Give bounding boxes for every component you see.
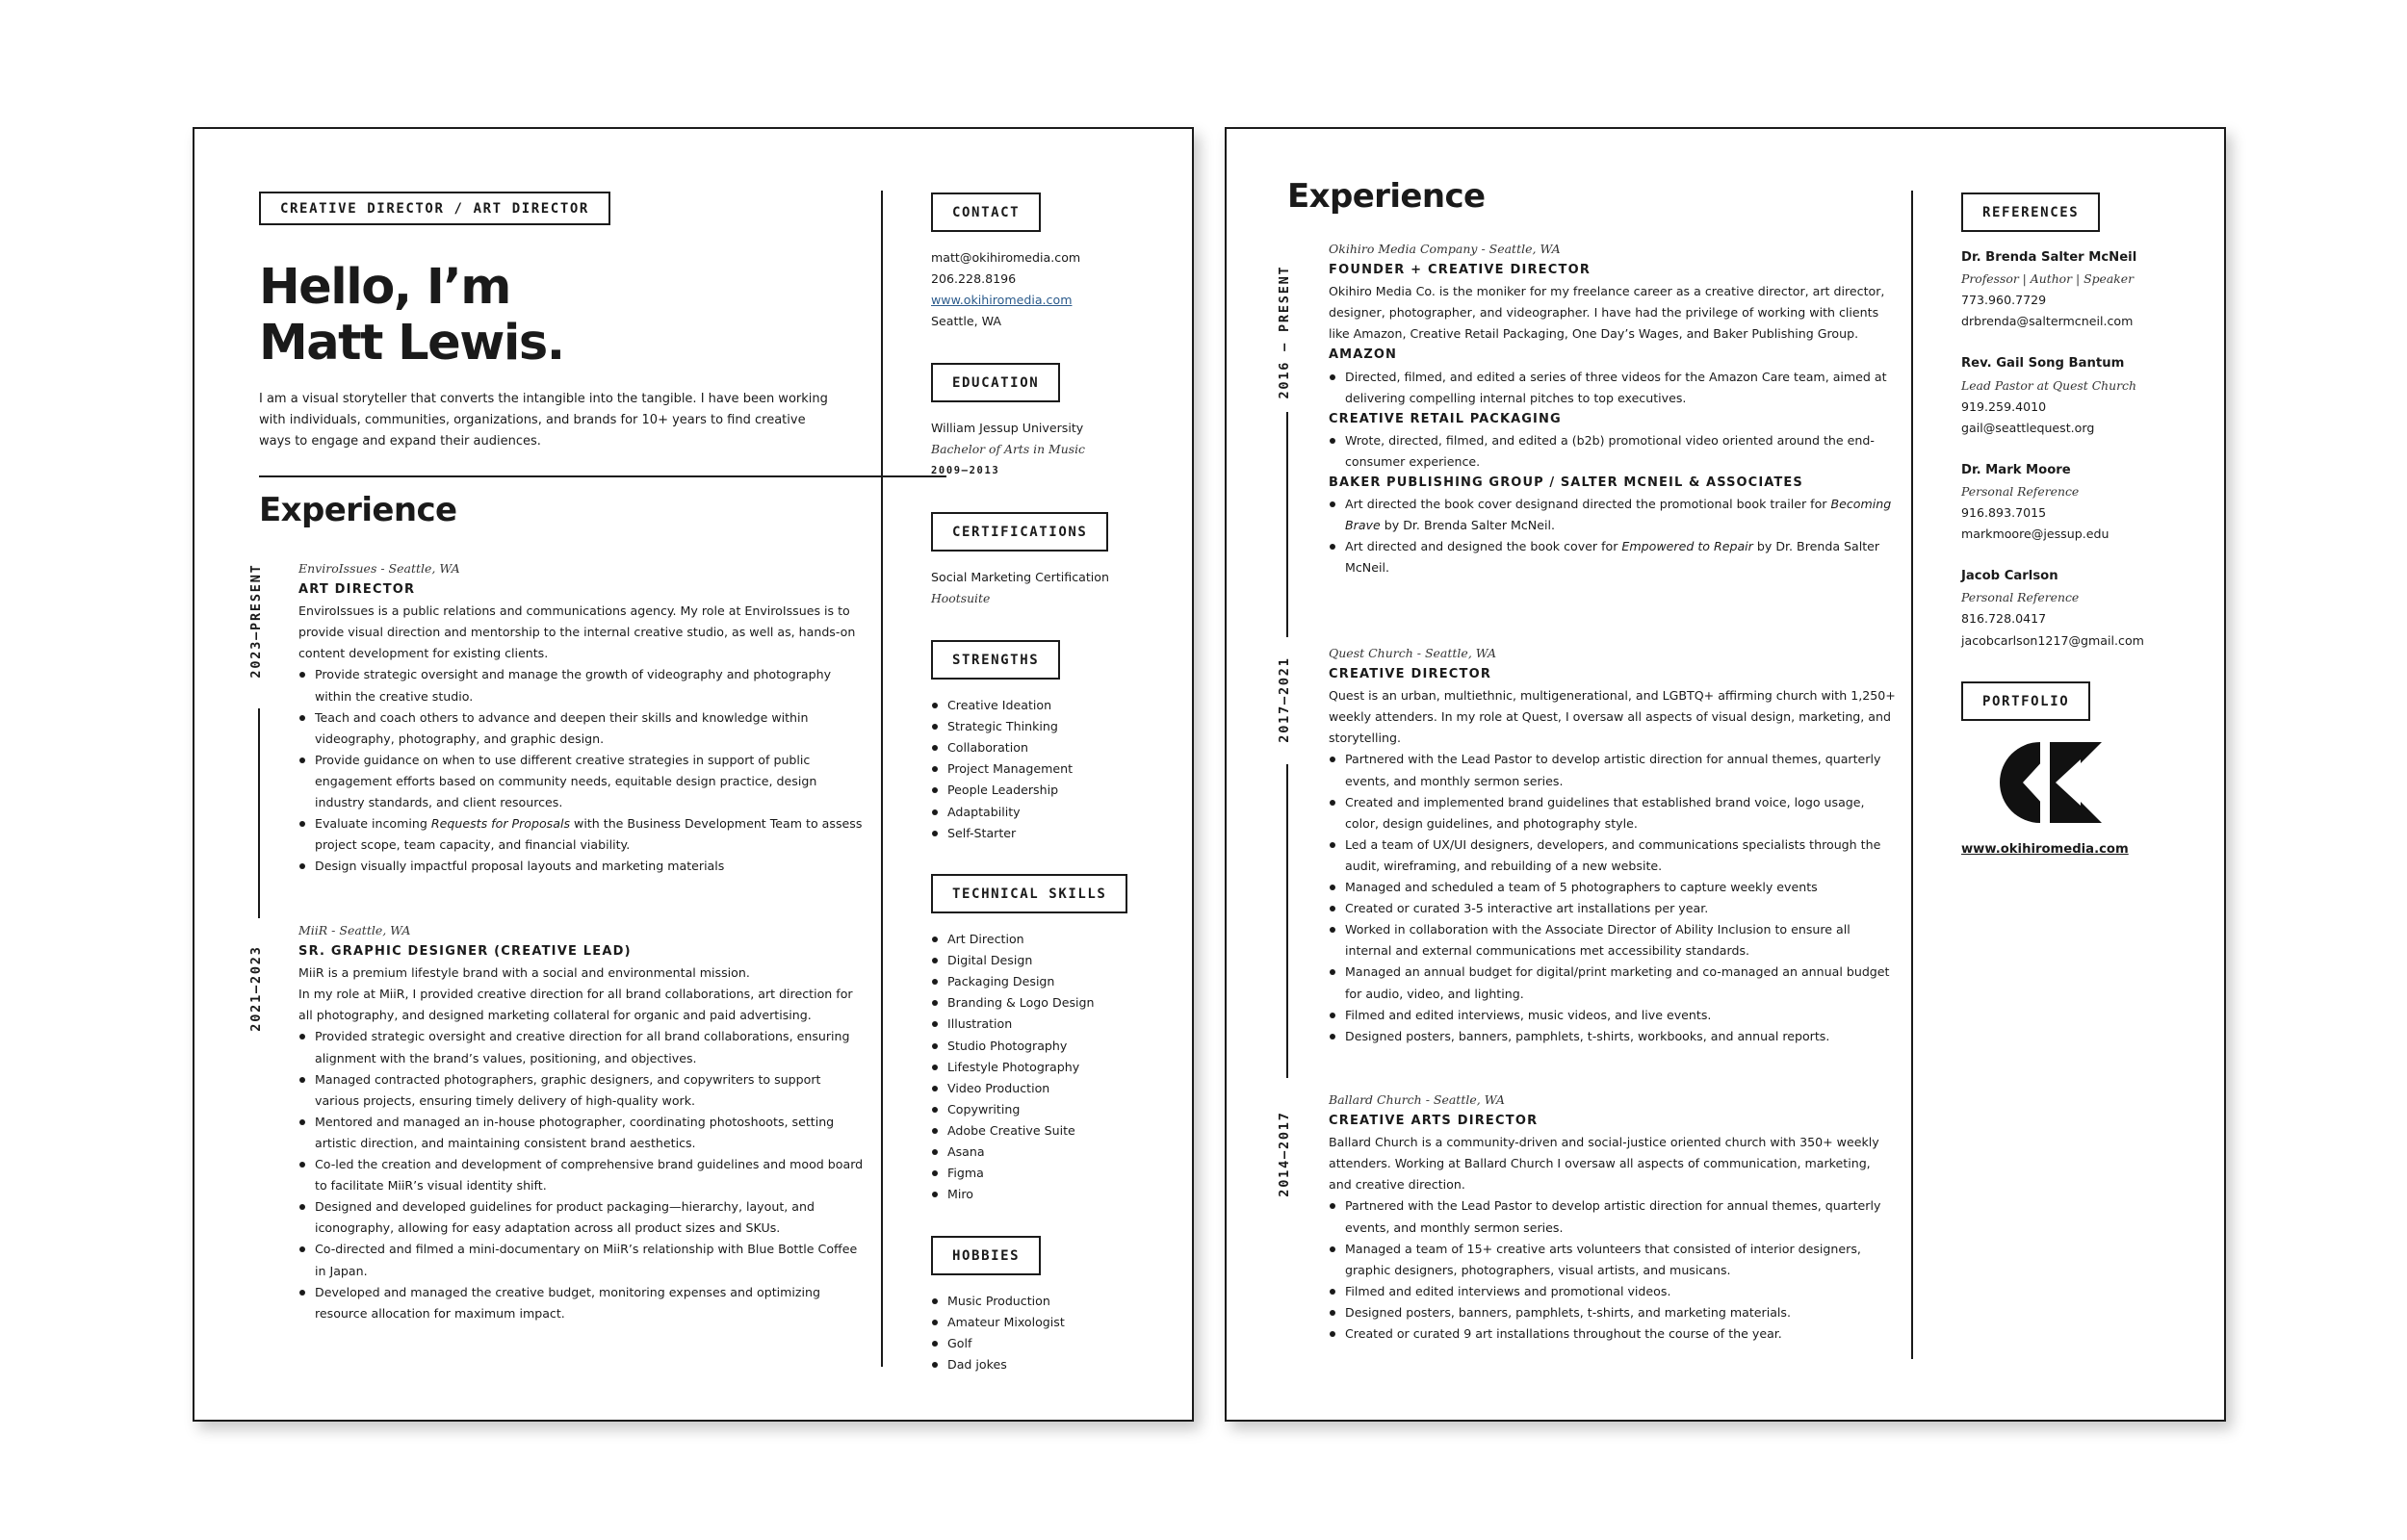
contact-location: Seattle, WA bbox=[931, 314, 1001, 329]
job-okihiro-media bbox=[1329, 239, 1897, 579]
job-bullets bbox=[298, 664, 867, 877]
job-description: Okihiro Media Co. is the moniker for my freelance career as a creative director, art director, designer, photographer, and videographer. I have had the privilege of working with clients like Amazon, Creative Retail Packaging, One Day’s Wages, and Baker Publishing Group. bbox=[1329, 284, 1885, 342]
list-item: People Leadership bbox=[931, 780, 1181, 801]
sidebar-certifications bbox=[931, 512, 1181, 609]
list-item: Amateur Mixologist bbox=[931, 1312, 1181, 1333]
reference-item bbox=[1961, 566, 2216, 651]
sidebar-portfolio bbox=[1961, 681, 2216, 860]
job-description: Ballard Church is a community-driven and social-justice oriented church with 350+ weekly attenders. Working at Ballard Church I oversaw all aspects of communication, marketing, and creative direction. bbox=[1329, 1135, 1879, 1193]
list-item: Illustration bbox=[931, 1014, 1181, 1035]
column-divider bbox=[881, 191, 883, 1367]
job-quest-church bbox=[1329, 643, 1897, 1047]
list-item bbox=[1329, 494, 1897, 536]
job-dates: 2017–2021 bbox=[1277, 656, 1292, 743]
list-item: Collaboration bbox=[931, 737, 1181, 758]
job-company: Quest Church - Seattle, WA bbox=[1329, 646, 1497, 660]
job-company: Okihiro Media Company - Seattle, WA bbox=[1329, 242, 1561, 256]
job-bullets bbox=[1329, 1195, 1897, 1345]
reference-item bbox=[1961, 247, 2216, 332]
bullet-text: by Dr. Brenda Salter McNeil. bbox=[1345, 539, 1880, 576]
job-ballard-church bbox=[1329, 1090, 1897, 1345]
education-school: William Jessup University bbox=[931, 421, 1084, 436]
reference-phone: 773.960.7729 bbox=[1961, 293, 2047, 308]
bullet-emphasis: Becoming Brave bbox=[1345, 497, 1892, 533]
job-bullets bbox=[1329, 749, 1897, 1046]
list-item: Co-led the creation and development of comprehensive brand guidelines and mood board to facilitate MiiR’s visual identity shift. bbox=[298, 1154, 867, 1196]
job-title-tag: CREATIVE DIRECTOR / ART DIRECTOR bbox=[259, 192, 610, 225]
list-item: Partnered with the Lead Pastor to develop artistic direction for annual themes, quarterly events, and monthly sermon series. bbox=[1329, 1195, 1897, 1238]
list-item: Directed, filmed, and edited a series of three videos for the Amazon Care team, aimed at delivering compelling internal pitches to top executives. bbox=[1329, 367, 1897, 409]
column-divider bbox=[1911, 191, 1913, 1359]
strengths-heading: STRENGTHS bbox=[931, 640, 1060, 680]
sidebar-strengths bbox=[931, 640, 1181, 844]
job-description: In my role at MiiR, I provided creative direction for all brand collaborations, art direction for all photography, and designed marketing collateral for organic and paid advertising. bbox=[298, 987, 853, 1023]
job-bullets bbox=[298, 1026, 867, 1323]
job-company: EnviroIssues - Seattle, WA bbox=[298, 561, 460, 576]
list-item: Asana bbox=[931, 1142, 1181, 1163]
sidebar-references bbox=[1961, 192, 2216, 673]
contact-email[interactable]: matt@okihiromedia.com bbox=[931, 250, 1081, 266]
client-heading: CREATIVE RETAIL PACKAGING bbox=[1329, 411, 1562, 426]
list-item: Led a team of UX/UI designers, developers, and communications specialists through the audit, wireframing, and rebuilding of a new website. bbox=[1329, 834, 1897, 877]
list-item: Created or curated 9 art installations throughout the course of the year. bbox=[1329, 1323, 1897, 1345]
list-item: Managed an annual budget for digital/print marketing and co-managed an annual budget for audio, video, and lighting. bbox=[1329, 962, 1897, 1004]
job-dates: 2016 – PRESENT bbox=[1277, 265, 1292, 399]
references-heading: REFERENCES bbox=[1961, 192, 2100, 232]
reference-title: Professor | Author | Speaker bbox=[1961, 271, 2135, 287]
sidebar-contact bbox=[931, 192, 1181, 332]
reference-name: Dr. Mark Moore bbox=[1961, 462, 2071, 477]
reference-name: Dr. Brenda Salter McNeil bbox=[1961, 250, 2137, 266]
list-item: Dad jokes bbox=[931, 1354, 1181, 1375]
list-item: Worked in collaboration with the Associate Director of Ability Inclusion to ensure all internal and external communications met accessibility standards. bbox=[1329, 919, 1897, 962]
job-role: CREATIVE ARTS DIRECTOR bbox=[1329, 1114, 1539, 1129]
job-role: ART DIRECTOR bbox=[298, 582, 416, 598]
reference-email[interactable]: markmoore@jessup.edu bbox=[1961, 526, 2109, 542]
sidebar-education bbox=[931, 363, 1181, 481]
reference-email[interactable]: jacobcarlson1217@gmail.com bbox=[1961, 632, 2144, 648]
education-heading: EDUCATION bbox=[931, 363, 1060, 402]
list-item: Art Direction bbox=[931, 929, 1181, 950]
reference-title: Personal Reference bbox=[1961, 590, 2080, 605]
portfolio-logo-wrap bbox=[1961, 742, 2216, 830]
list-item: Filmed and edited interviews, music videos, and live events. bbox=[1329, 1005, 1897, 1026]
experience-heading: Experience bbox=[259, 491, 457, 529]
intro-paragraph: I am a visual storyteller that converts the intangible into the tangible. I have been working with individuals, communities, organizations, and brands for 10+ years to find creative ways to engage and expand their audiences. bbox=[259, 392, 828, 449]
job-dates: 2021–2023 bbox=[248, 945, 264, 1032]
job-role: CREATIVE DIRECTOR bbox=[1329, 667, 1492, 682]
list-item: Branding & Logo Design bbox=[931, 992, 1181, 1014]
list-item: Project Management bbox=[931, 758, 1181, 780]
list-item: Digital Design bbox=[931, 950, 1181, 971]
list-item: Mentored and managed an in-house photographer, coordinating photoshoots, setting artistic direction, and maintaining consistent brand aesthetics. bbox=[298, 1112, 867, 1154]
list-item: Video Production bbox=[931, 1078, 1181, 1099]
list-item: Golf bbox=[931, 1333, 1181, 1354]
resume-page-2 bbox=[1225, 127, 2226, 1422]
reference-phone: 816.728.0417 bbox=[1961, 611, 2047, 627]
bullet-text: with the Business Development Team to assess project scope, team capacity, and financial viability. bbox=[315, 816, 863, 853]
technical-skills-heading: TECHNICAL SKILLS bbox=[931, 874, 1127, 913]
list-item: Self-Starter bbox=[931, 823, 1181, 844]
list-item bbox=[1329, 536, 1897, 578]
list-item: Music Production bbox=[931, 1291, 1181, 1312]
list-item: Adobe Creative Suite bbox=[931, 1120, 1181, 1142]
list-item: Provided strategic oversight and creative direction for all brand collaborations, ensuring alignment with the brand’s values, positioning, and objectives. bbox=[298, 1026, 867, 1068]
reference-title: Lead Pastor at Quest Church bbox=[1961, 377, 2136, 393]
reference-name: Jacob Carlson bbox=[1961, 569, 2058, 584]
job-description: EnviroIssues is a public relations and communications agency. My role at EnviroIssues is to provide visual direction and mentorship to the internal creative studio, as well as, hands-on content development for existing clients. bbox=[298, 603, 856, 661]
list-item: Studio Photography bbox=[931, 1036, 1181, 1057]
reference-phone: 916.893.7015 bbox=[1961, 505, 2047, 521]
bullet-text: Art directed the book cover designand directed the promotional book trailer for bbox=[1345, 497, 1827, 512]
sidebar-technical-skills bbox=[931, 874, 1181, 1205]
job-company: Ballard Church - Seattle, WA bbox=[1329, 1092, 1505, 1107]
list-item: Designed and developed guidelines for product packaging—hierarchy, layout, and iconography, allowing for easy adaptation across all product sizes and SKUs. bbox=[298, 1196, 867, 1239]
list-item: Managed a team of 15+ creative arts volunteers that consisted of interior designers, graphic designers, photographers, visual artists, and musicans. bbox=[1329, 1239, 1897, 1281]
list-item: Copywriting bbox=[931, 1099, 1181, 1120]
reference-title: Personal Reference bbox=[1961, 483, 2080, 499]
certification-name: Social Marketing Certification bbox=[931, 570, 1109, 585]
bullet-text: Art directed and designed the book cover for bbox=[1345, 539, 1618, 554]
hero-title bbox=[259, 260, 798, 372]
sidebar-hobbies bbox=[931, 1236, 1181, 1375]
list-item: Designed posters, banners, pamphlets, t-shirts, workbooks, and annual reports. bbox=[1329, 1026, 1897, 1047]
list-item: Lifestyle Photography bbox=[931, 1057, 1181, 1078]
list-item: Provide guidance on when to use different creative strategies in support of public engagement efforts based on community needs, equitable design practice, design industry standards, and client resources. bbox=[298, 750, 867, 813]
certification-issuer: Hootsuite bbox=[931, 591, 991, 606]
technical-skills-list bbox=[931, 929, 1181, 1205]
job-role: SR. GRAPHIC DESIGNER (CREATIVE LEAD) bbox=[298, 944, 632, 960]
list-item: Creative Ideation bbox=[931, 695, 1181, 716]
contact-heading: CONTACT bbox=[931, 192, 1041, 232]
experience-heading: Experience bbox=[1287, 177, 1486, 216]
hero-line-1: Hello, I’m bbox=[259, 259, 510, 316]
bullet-text: Evaluate incoming bbox=[315, 816, 427, 832]
contact-phone: 206.228.8196 bbox=[931, 271, 1017, 287]
job-dates: 2014–2017 bbox=[1277, 1111, 1292, 1197]
job-bullets bbox=[1329, 367, 1897, 409]
portfolio-heading: PORTFOLIO bbox=[1961, 681, 2090, 721]
job-description: Quest is an urban, multiethnic, multigenerational, and LGBTQ+ affirming church with 1,250+ weekly attenders. In my role at Quest, I oversaw all aspects of visual design, marketing, and storytelling. bbox=[1329, 688, 1896, 746]
job-dates: 2023–PRESENT bbox=[248, 563, 264, 679]
reference-item bbox=[1961, 353, 2216, 438]
list-item: Teach and coach others to advance and deepen their skills and knowledge within videography, photography, and graphic design. bbox=[298, 707, 867, 750]
list-item: Adaptability bbox=[931, 802, 1181, 823]
list-item: Wrote, directed, filmed, and edited a (b2b) promotional video oriented around the end-consumer experience. bbox=[1329, 430, 1897, 473]
list-item bbox=[298, 813, 867, 856]
list-item: Packaging Design bbox=[931, 971, 1181, 992]
bullet-emphasis: Requests for Proposals bbox=[430, 816, 571, 832]
list-item: Filmed and edited interviews and promotional videos. bbox=[1329, 1281, 1897, 1302]
reference-email[interactable]: gail@seattlequest.org bbox=[1961, 420, 2095, 435]
certifications-heading: CERTIFICATIONS bbox=[931, 512, 1108, 552]
hobbies-list bbox=[931, 1291, 1181, 1375]
list-item: Co-directed and filmed a mini-documentary on MiiR’s relationship with Blue Bottle Coffee in Japan. bbox=[298, 1239, 867, 1281]
okihiro-logo-icon bbox=[2000, 742, 2104, 823]
bullet-emphasis: Empowered to Repair bbox=[1621, 539, 1753, 554]
list-item: Created and implemented brand guidelines that established brand voice, logo usage, color, design guidelines, and photography style. bbox=[1329, 792, 1897, 834]
section-divider bbox=[259, 475, 946, 477]
job-role: FOUNDER + CREATIVE DIRECTOR bbox=[1329, 263, 1592, 278]
job-miir bbox=[298, 920, 867, 1324]
list-item: Created or curated 3-5 interactive art installations per year. bbox=[1329, 898, 1897, 919]
education-degree: Bachelor of Arts in Music bbox=[931, 442, 1085, 457]
client-heading: BAKER PUBLISHING GROUP / SALTER MCNEIL & ASSOCIATES bbox=[1329, 475, 1803, 491]
list-item: Managed and scheduled a team of 5 photographers to capture weekly events bbox=[1329, 877, 1897, 898]
bullet-text: by Dr. Brenda Salter McNeil. bbox=[1384, 518, 1555, 533]
job-enviroissues bbox=[298, 558, 867, 877]
hero-line-2: Matt Lewis. bbox=[259, 315, 564, 372]
list-item: Miro bbox=[931, 1184, 1181, 1205]
list-item: Designed posters, banners, pamphlets, t-shirts, and marketing materials. bbox=[1329, 1302, 1897, 1323]
reference-item bbox=[1961, 460, 2216, 545]
job-bullets bbox=[1329, 430, 1897, 473]
list-item: Managed contracted photographers, graphic designers, and copywriters to support various projects, ensuring timely delivery of high-quality work. bbox=[298, 1069, 867, 1112]
list-item: Design visually impactful proposal layouts and marketing materials bbox=[298, 856, 867, 877]
reference-name: Rev. Gail Song Bantum bbox=[1961, 356, 2125, 372]
list-item: Partnered with the Lead Pastor to develop artistic direction for annual themes, quarterly events, and monthly sermon series. bbox=[1329, 749, 1897, 791]
contact-website-link[interactable]: www.okihiromedia.com bbox=[931, 293, 1073, 308]
job-description: MiiR is a premium lifestyle brand with a social and environmental mission. bbox=[298, 965, 750, 981]
portfolio-link[interactable]: www.okihiromedia.com bbox=[1961, 842, 2129, 858]
hobbies-heading: HOBBIES bbox=[931, 1236, 1041, 1275]
timeline-line bbox=[1286, 764, 1288, 1078]
list-item: Provide strategic oversight and manage the growth of videography and photography within the creative studio. bbox=[298, 664, 867, 706]
job-bullets bbox=[1329, 494, 1897, 578]
resume-page-1 bbox=[193, 127, 1194, 1422]
list-item: Figma bbox=[931, 1163, 1181, 1184]
job-company: MiiR - Seattle, WA bbox=[298, 923, 411, 937]
reference-phone: 919.259.4010 bbox=[1961, 398, 2047, 414]
education-years: 2009–2013 bbox=[931, 465, 1000, 477]
client-heading: AMAZON bbox=[1329, 347, 1398, 363]
list-item: Strategic Thinking bbox=[931, 716, 1181, 737]
strengths-list bbox=[931, 695, 1181, 844]
list-item: Developed and managed the creative budget, monitoring expenses and optimizing resource allocation for maximum impact. bbox=[298, 1282, 867, 1324]
reference-email[interactable]: drbrenda@saltermcneil.com bbox=[1961, 314, 2134, 329]
